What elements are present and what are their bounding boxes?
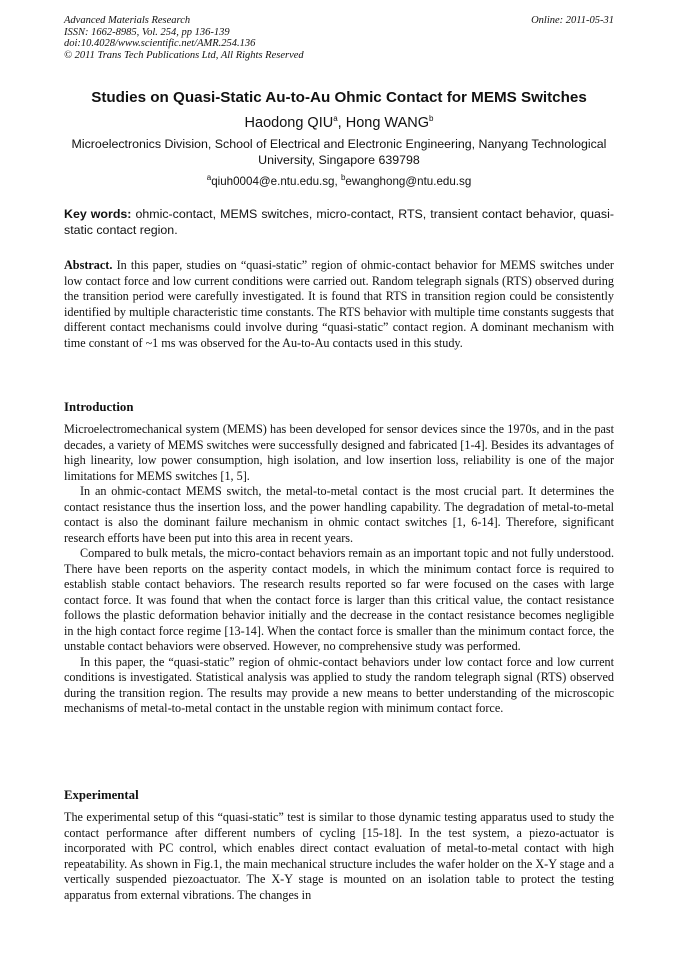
email-address: ewanghong@ntu.edu.sg bbox=[345, 175, 472, 188]
issn-line: ISSN: 1662-8985, Vol. 254, pp 136-139 bbox=[64, 26, 230, 38]
journal-header bbox=[64, 15, 614, 61]
author-separator: , bbox=[337, 115, 346, 131]
author-name: Haodong QIU bbox=[244, 115, 334, 131]
online-date: Online: 2011-05-31 bbox=[531, 15, 614, 26]
email-superscript: a bbox=[206, 173, 212, 183]
abstract-label: Abstract. bbox=[64, 258, 113, 272]
email-line bbox=[40, 175, 638, 188]
experimental-section bbox=[64, 788, 614, 903]
journal-name: Advanced Materials Research bbox=[64, 15, 191, 26]
paragraph: Compared to bulk metals, the micro-contact behaviors remain as an important topic and not fully understood. There have been reports on the asperity contact models, in which the minimum contact force is required to establish stable contact behaviors. The research results reported so far were focused on the cases with large contact force. It was found that when the contact force is larger than this critical value, the contact resistance follows the plastic deformation behavior initially and the decrease in the contact resistance becomes negligible in the high contact force regime [13-14]. When the contact force is smaller than the minimum contact force, the unstable contact behaviors were observed. However, no comprehensive study was performed. bbox=[64, 546, 614, 653]
email-address: qiuh0004@e.ntu.edu.sg bbox=[211, 175, 335, 188]
keywords-label: Key words: bbox=[64, 207, 132, 221]
abstract bbox=[64, 258, 614, 351]
doi-line: doi:10.4028/www.scientific.net/AMR.254.136 bbox=[64, 38, 256, 49]
section-heading: Experimental bbox=[64, 788, 139, 802]
paragraph: The experimental setup of this “quasi-static” test is similar to those dynamic testing apparatus used to study the contact performance after different numbers of cycling [15-18]. In the test system, a piezo-actuator is incorporated with PC control, which enables direct contact evaluation of metal-to-metal contact with high repeatability. As shown in Fig.1, the main mechanical structure includes the wafer holder on the X-Y stage and a vertically suspended piezoactuator. The X-Y stage is mounted on an isolation table to protect the testing apparatus from external vibrations. The changes in bbox=[64, 810, 614, 902]
keywords bbox=[64, 206, 614, 238]
introduction-section bbox=[64, 400, 614, 717]
author-name: Hong WANG bbox=[345, 115, 429, 131]
email-superscript: b bbox=[340, 173, 346, 183]
copyright-line: © 2011 Trans Tech Publications Ltd, All Rights Reserved bbox=[64, 49, 304, 61]
paragraph: In an ohmic-contact MEMS switch, the metal-to-metal contact is the most crucial part. It determines the contact resistance thus the insertion loss, and the power handling capability. The degradation of metal-to-metal contact is also the dominant failure mechanism in ohmic contact switches [1, 6-14]. Therefore, significant research efforts have been put into this area in recent years. bbox=[64, 484, 614, 545]
email-separator: , bbox=[334, 175, 341, 188]
paper-title: Studies on Quasi-Static Au-to-Au Ohmic Contact for MEMS Switches bbox=[91, 89, 587, 106]
abstract-text: In this paper, studies on “quasi-static” region of ohmic-contact behavior for MEMS switches under low contact force and low current conditions were carried out. Random telegraph signals (RTS) observed during the transition period were carefully investigated. It is found that RTS in transition region could be consistently identified by multiple characteristic time constants. The RTS behavior with multiple time constants suggests that different contact mechanisms could involve during “quasi-static” contact region. A dominant mechanism with time constant of ~1 ms was observed for the Au-to-Au contacts used in this study. bbox=[64, 258, 614, 350]
author-superscript: a bbox=[333, 114, 338, 124]
author-superscript: b bbox=[429, 114, 434, 124]
keywords-text: ohmic-contact, MEMS switches, micro-contact, RTS, transient contact behavior, quasi-static contact region. bbox=[64, 207, 614, 237]
paragraph: In this paper, the “quasi-static” region of ohmic-contact behaviors under low contact force and low current conditions is investigated. Statistical analysis was applied to study the random telegraph signal (RTS) observed during the transition region. The results may provide a new means to better understanding of the microscopic mechanisms of metal-to-metal contact in the unstable region with minimum contact force. bbox=[64, 654, 614, 715]
section-heading: Introduction bbox=[64, 400, 134, 414]
author-line bbox=[40, 115, 638, 131]
affiliation: Microelectronics Division, School of Electrical and Electronic Engineering, Nanyang Technological University, Singapore 639798 bbox=[71, 137, 607, 167]
paragraph: Microelectromechanical system (MEMS) has been developed for sensor devices since the 1970s, and in the past decades, a variety of MEMS switches were successfully designed and fabricated [1-4]. Besides its advantages of high linearity, low power consumption, high isolation, and low insertion loss, reliability is one of the major limitations for MEMS switches [1, 5]. bbox=[64, 422, 614, 483]
